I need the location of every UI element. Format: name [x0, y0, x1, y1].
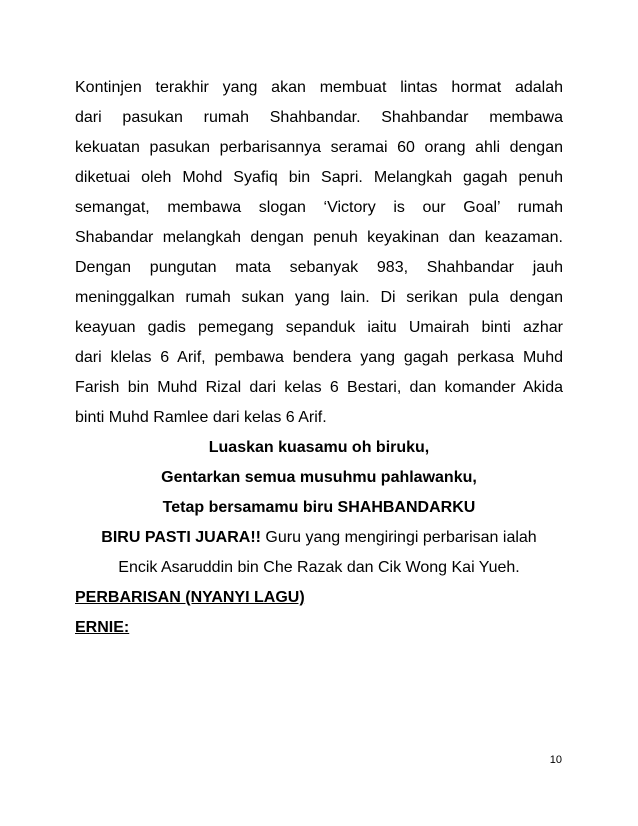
- page-number: 10: [549, 754, 562, 766]
- section-heading-ernie: ERNIE:: [75, 619, 130, 636]
- paragraph-line: Farish bin Muhd Rizal dari kelas 6 Bestari, dan komander Akida: [75, 379, 563, 396]
- paragraph-line: Kontinjen terakhir yang akan membuat lintas hormat adalah: [75, 79, 563, 96]
- paragraph-line: diketuai oleh Mohd Syafiq bin Sapri. Melangkah gagah penuh: [75, 169, 563, 186]
- document-body: [75, 73, 563, 643]
- closing-line-2: Encik Asaruddin bin Che Razak dan Cik Wong Kai Yueh.: [118, 559, 520, 576]
- section-heading-perbarisan: PERBARISAN (NYANYI LAGU): [75, 589, 305, 606]
- closing-bold-text: BIRU PASTI JUARA!!: [101, 529, 261, 546]
- closing-line: [75, 523, 563, 553]
- paragraph-line: Dengan pungutan mata sebanyak 983, Shahbandar jauh: [75, 259, 563, 276]
- paragraph-line: meninggalkan rumah sukan yang lain. Di serikan pula dengan: [75, 289, 563, 306]
- paragraph-line: kekuatan pasukan perbarisannya seramai 60 orang ahli dengan: [75, 139, 563, 156]
- paragraph-line: semangat, membawa slogan ‘Victory is our Goal’ rumah: [75, 199, 563, 216]
- closing-text: Guru yang mengiringi perbarisan ialah: [260, 529, 537, 546]
- verse-line: Luaskan kuasamu oh biruku,: [208, 439, 430, 456]
- verse-line: Gentarkan semua musuhmu pahlawanku,: [161, 469, 477, 486]
- paragraph-line: Shabandar melangkah dengan penuh keyakinan dan keazaman.: [75, 229, 563, 246]
- paragraph-line: dari pasukan rumah Shahbandar. Shahbandar membawa: [75, 109, 563, 126]
- paragraph-line: keayuan gadis pemegang sepanduk iaitu Umairah binti azhar: [75, 319, 563, 336]
- verse-line: Tetap bersamamu biru SHAHBANDARKU: [162, 499, 476, 516]
- paragraph-line: binti Muhd Ramlee dari kelas 6 Arif.: [75, 409, 327, 426]
- paragraph-line: dari klelas 6 Arif, pembawa bendera yang gagah perkasa Muhd: [75, 349, 563, 366]
